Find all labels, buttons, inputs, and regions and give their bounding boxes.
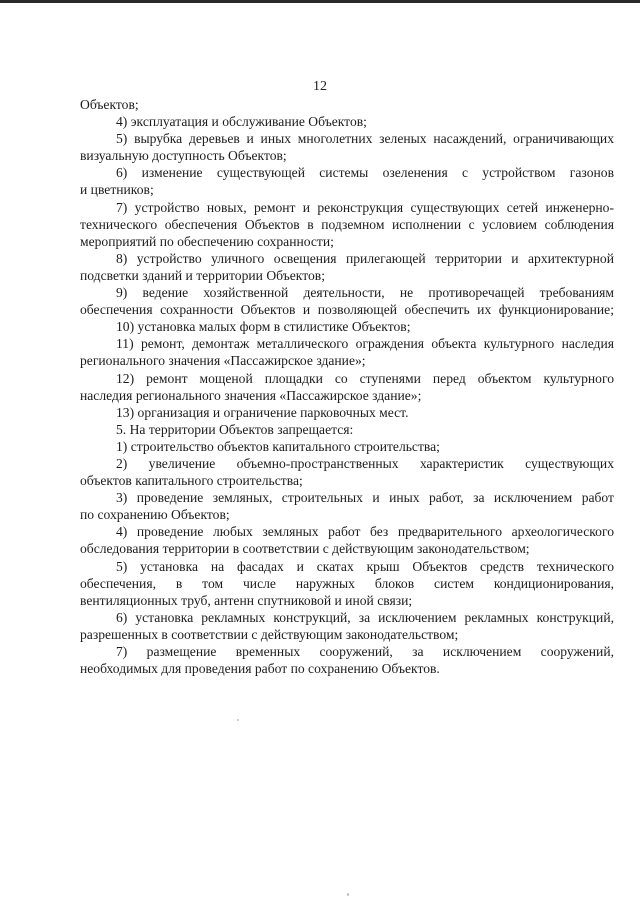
text-line: регионального значения «Пассажирское здание»; <box>80 353 366 369</box>
text-line: 6) установка рекламных конструкций, за исключением рекламных конструкций, <box>116 609 614 625</box>
text-line: 7) размещение временных сооружений, за исключением сооружений, <box>116 644 614 659</box>
text-line: Объектов; <box>80 97 139 112</box>
text-line: мероприятий по обеспечению сохранности; <box>80 233 334 249</box>
text-line: 4) эксплуатация и обслуживание Объектов; <box>116 114 367 130</box>
text-line: обеспечения, в том числе наружных блоков систем кондиционирования, <box>80 575 614 591</box>
text-line: обеспечения сохранности Объектов и позволяющей обеспечить их функционирование; <box>80 302 614 318</box>
text-line: обследования территории в соответствии с действующим законодательством; <box>80 541 530 557</box>
scan-speck <box>347 893 349 896</box>
text-line: 5) установка на фасадах и скатах крыш Объектов средств технического <box>116 558 614 574</box>
text-line: 11) ремонт, демонтаж металлического ограждения объекта культурного наследия <box>116 336 614 352</box>
document-body <box>80 96 614 677</box>
text-line: наследия регионального значения «Пассажирское здание»; <box>80 387 422 403</box>
text-line: 4) проведение любых земляных работ без предварительного археологического <box>116 524 614 540</box>
text-line: 2) увеличение объемно-пространственных характеристик существующих <box>116 455 614 471</box>
text-line: 8) устройство уличного освещения прилегающей территории и архитектурной <box>116 250 614 266</box>
page-number: 12 <box>313 79 327 94</box>
text-line: вентиляционных труб, антенн спутниковой и иной связи; <box>80 592 413 608</box>
text-line: объектов капитального строительства; <box>80 473 303 489</box>
text-line: и цветников; <box>80 182 154 198</box>
text-line: 9) ведение хозяйственной деятельности, не противоречащей требованиям <box>116 285 614 301</box>
scan-top-edge <box>0 0 640 3</box>
text-line: 5) вырубка деревьев и иных многолетних зеленых насаждений, ограничивающих <box>116 131 614 147</box>
text-line: технического обеспечения Объектов в подземном исполнении с условием соблюдения <box>80 216 614 232</box>
text-line: разрешенных в соответствии с действующим законодательством; <box>80 626 459 642</box>
text-line: по сохранению Объектов; <box>80 507 230 523</box>
text-line: визуальную доступность Объектов; <box>80 148 287 164</box>
scan-speck <box>237 719 239 721</box>
text-line: подсветки зданий и территории Объектов; <box>80 267 325 283</box>
text-line: 3) проведение земляных, строительных и иных работ, за исключением работ <box>116 490 614 506</box>
text-line: 1) строительство объектов капитального строительства; <box>116 438 440 454</box>
text-line: 5. На территории Объектов запрещается: <box>116 421 354 437</box>
text-line: 13) организация и ограничение парковочных мест. <box>116 404 409 420</box>
text-line: 10) установка малых форм в стилистике Объектов; <box>116 319 411 335</box>
text-line: 7) устройство новых, ремонт и реконструкция существующих сетей инженерно- <box>116 199 614 215</box>
text-line: 12) ремонт мощеной площадки со ступенями перед объектом культурного <box>116 370 614 386</box>
text-line: необходимых для проведения работ по сохранению Объектов. <box>80 661 440 677</box>
text-line: 6) изменение существующей системы озеленения с устройством газонов <box>116 165 614 181</box>
